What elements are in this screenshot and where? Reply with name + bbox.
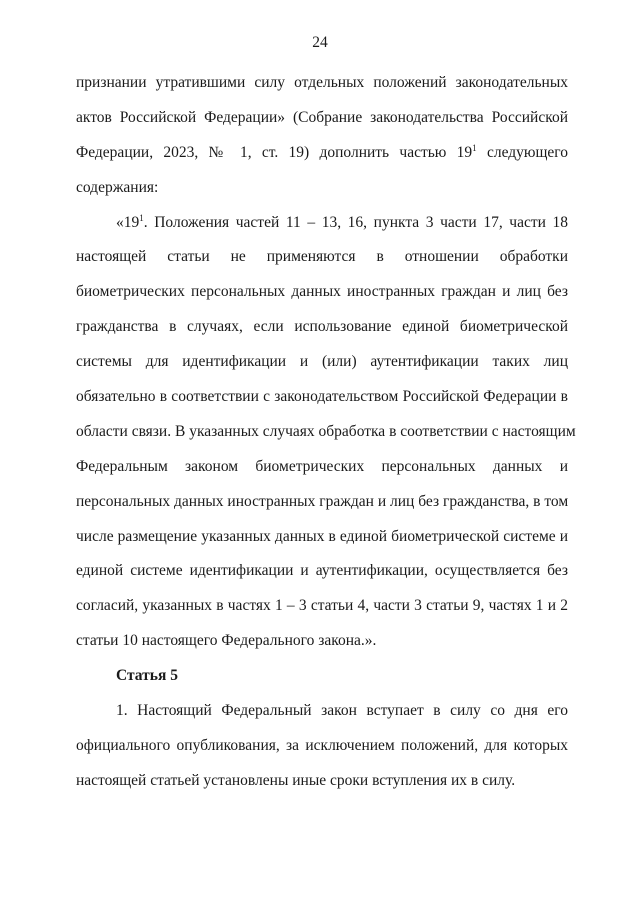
text-line: системы для идентификации и (или) аутентификации таких лиц xyxy=(76,353,568,371)
text-line: признании утратившими силу отдельных положений законодательных xyxy=(76,74,568,91)
text-line: персональных данных иностранных граждан и лиц без гражданства, в том xyxy=(76,492,569,510)
text-line xyxy=(76,206,568,241)
text-line: содержания: xyxy=(76,178,159,196)
text-line xyxy=(76,136,568,171)
document-body xyxy=(76,66,576,799)
text-line: 1. Настоящий Федеральный закон вступает в силу со дня его xyxy=(116,702,568,720)
page-number: 24 xyxy=(312,34,328,51)
text-line: биометрических персональных данных иностранных граждан и лиц без xyxy=(76,283,568,301)
text-fragment: . Положения частей 11 – 13, 16, пункта 3 части 17, части 18 xyxy=(143,213,568,231)
text-line: актов Российской Федерации» (Собрание законодательства Российской xyxy=(76,108,568,126)
text-line: области связи. В указанных случаях обработка в соответствии с настоящим xyxy=(76,422,576,440)
article-heading: Статья 5 xyxy=(116,667,178,685)
text-line: настоящей статьи не применяются в отношении обработки xyxy=(76,248,568,266)
text-line: числе размещение указанных данных в единой биометрической системе и xyxy=(76,527,568,545)
text-fragment: Федерации, 2023, № 1, ст. 19) дополнить частью 19 xyxy=(76,143,473,161)
text-line: согласий, указанных в частях 1 – 3 статьи 4, части 3 статьи 9, частях 1 и 2 xyxy=(76,597,568,615)
superscript: 1 xyxy=(472,142,477,153)
text-line: Федеральным законом биометрических персональных данных и xyxy=(76,457,568,475)
text-line: настоящей статьей установлены иные сроки вступления их в силу. xyxy=(76,771,516,789)
text-line: статьи 10 настоящего Федерального закона.». xyxy=(76,632,377,650)
text-line: гражданства в случаях, если использование единой биометрической xyxy=(76,318,568,336)
text-line: единой системе идентификации и аутентификации, осуществляется без xyxy=(76,562,568,580)
text-line: обязательно в соответствии с законодательством Российской Федерации в xyxy=(76,388,568,406)
text-fragment: следующего xyxy=(476,143,568,161)
superscript: 1 xyxy=(139,212,144,223)
text-fragment: «19 xyxy=(116,213,140,231)
text-line: официального опубликования, за исключением положений, для которых xyxy=(76,736,568,754)
